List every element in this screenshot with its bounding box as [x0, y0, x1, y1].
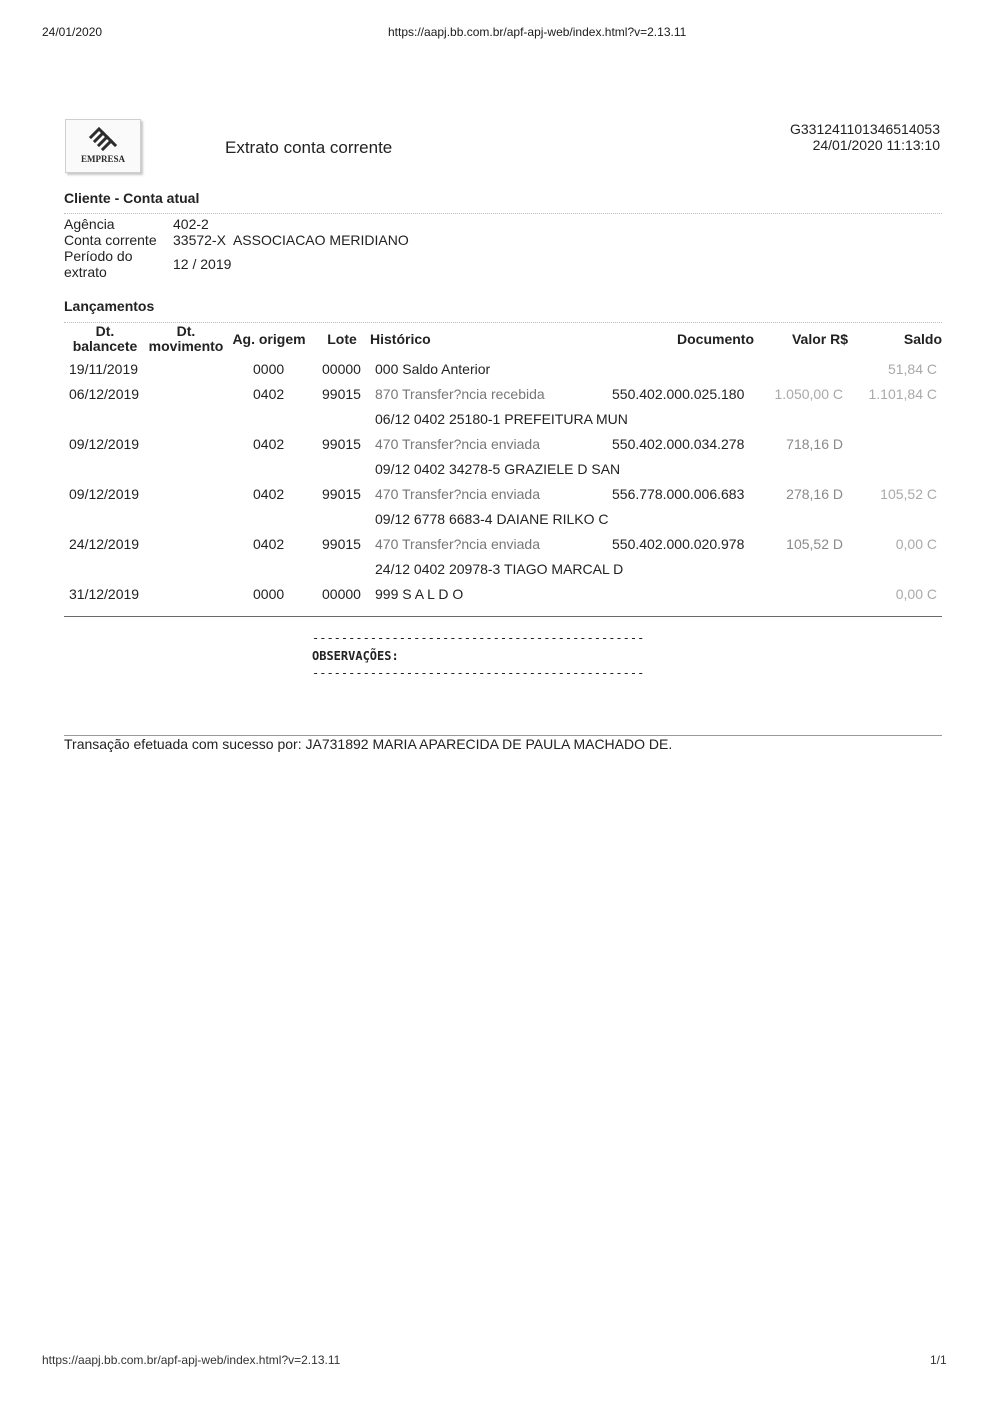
row-ag-origem: 0402: [253, 486, 285, 502]
periodo-label-line1: Período do: [64, 248, 133, 264]
conta-numero: 33572-X: [173, 232, 226, 248]
periodo-value: 12 / 2019: [173, 256, 232, 272]
conta-value: [173, 232, 409, 248]
row-saldo: 0,00 C: [895, 536, 937, 552]
row-valor: 105,52 D: [786, 536, 843, 552]
row-detalhe: 09/12 0402 34278-5 GRAZIELE D SAN: [375, 461, 621, 477]
agencia-label: Agência: [64, 216, 115, 232]
observacoes-bottom-dashes: ----------------------------------------------: [312, 666, 645, 680]
row-lote: 00000: [322, 586, 361, 602]
col-dt-balancete: [64, 324, 146, 354]
col-ag-origem: Ag. origem: [232, 331, 306, 347]
col-dt-movimento-line1: Dt.: [176, 323, 196, 339]
row-historico: 000 Saldo Anterior: [375, 361, 491, 377]
page-number: 1/1: [930, 1353, 947, 1367]
col-valor: Valor R$: [791, 331, 848, 347]
col-documento: Documento: [677, 331, 754, 347]
footer-url[interactable]: https://aapj.bb.com.br/apf-apj-web/index.html?v=2.13.11: [42, 1353, 341, 1367]
row-lote: 99015: [322, 536, 361, 552]
row-historico: 470 Transfer?ncia enviada: [375, 436, 540, 452]
cliente-divider: [64, 213, 942, 214]
row-dt-balancete: 24/12/2019: [69, 536, 140, 552]
col-dt-movimento: [145, 324, 227, 354]
bb-logo-icon: [87, 125, 119, 151]
page-title: Extrato conta corrente: [225, 138, 393, 157]
row-saldo: 1.101,84 C: [868, 386, 937, 402]
conta-nome: ASSOCIACAO MERIDIANO: [232, 232, 409, 248]
row-dt-balancete: 19/11/2019: [69, 361, 139, 377]
print-date: 24/01/2020: [42, 25, 103, 39]
row-saldo: 105,52 C: [880, 486, 937, 502]
row-lote: 99015: [322, 386, 361, 402]
row-lote: 00000: [322, 361, 361, 377]
col-lote: Lote: [327, 331, 357, 347]
row-valor: 278,16 D: [786, 486, 843, 502]
row-detalhe: 09/12 6778 6683-4 DAIANE RILKO C: [375, 511, 609, 527]
row-ag-origem: 0402: [253, 436, 285, 452]
row-historico: 999 S A L D O: [375, 586, 464, 602]
transaction-note: Transação efetuada com sucesso por: JA731892 MARIA APARECIDA DE PAULA MACHADO DE.: [64, 736, 673, 752]
observacoes-top-dashes: ----------------------------------------------: [312, 631, 645, 645]
document-timestamp: 24/01/2020 11:13:10: [812, 137, 940, 153]
row-saldo: 0,00 C: [895, 586, 937, 602]
row-documento: 550.402.000.020.978: [612, 536, 745, 552]
lancamentos-divider: [64, 322, 942, 323]
lancamentos-heading: Lançamentos: [64, 298, 155, 314]
row-valor: 1.050,00 C: [774, 386, 843, 402]
row-valor: 718,16 D: [786, 436, 843, 452]
row-detalhe: 06/12 0402 25180-1 PREFEITURA MUN: [375, 411, 628, 427]
bank-logo: [65, 119, 141, 173]
document-id: G331241101346514053: [789, 121, 940, 137]
col-dt-balancete-line1: Dt.: [95, 323, 115, 339]
row-lote: 99015: [322, 436, 361, 452]
agencia-value: 402-2: [173, 216, 209, 232]
conta-label: Conta corrente: [64, 232, 157, 248]
row-dt-balancete: 09/12/2019: [69, 436, 140, 452]
page-url[interactable]: https://aapj.bb.com.br/apf-apj-web/index.html?v=2.13.11: [388, 25, 687, 39]
row-ag-origem: 0000: [253, 586, 285, 602]
row-detalhe: 24/12 0402 20978-3 TIAGO MARCAL D: [375, 561, 624, 577]
row-saldo: 51,84 C: [887, 361, 937, 377]
row-ag-origem: 0000: [253, 361, 285, 377]
row-dt-balancete: 31/12/2019: [69, 586, 140, 602]
row-documento: 550.402.000.025.180: [612, 386, 745, 402]
row-historico: 470 Transfer?ncia enviada: [375, 536, 540, 552]
row-ag-origem: 0402: [253, 536, 285, 552]
document-id-block: [790, 121, 940, 153]
row-ag-origem: 0402: [253, 386, 285, 402]
row-lote: 99015: [322, 486, 361, 502]
col-dt-balancete-line2: balancete: [72, 338, 138, 354]
table-bottom-rule: [64, 616, 942, 617]
row-documento: 556.778.000.006.683: [612, 486, 745, 502]
cliente-heading: Cliente - Conta atual: [64, 190, 200, 206]
logo-text: EMPRESA: [80, 154, 125, 164]
row-dt-balancete: 09/12/2019: [69, 486, 140, 502]
row-dt-balancete: 06/12/2019: [69, 386, 140, 402]
row-documento: 550.402.000.034.278: [612, 436, 745, 452]
cliente-info: [64, 216, 664, 286]
col-historico: Histórico: [370, 331, 431, 347]
col-dt-movimento-line2: movimento: [148, 338, 224, 354]
col-saldo: Saldo: [903, 331, 942, 347]
row-historico: 870 Transfer?ncia recebida: [375, 386, 545, 402]
periodo-label: [64, 248, 174, 280]
observacoes-label: OBSERVAÇÕES:: [312, 649, 399, 663]
periodo-label-line2: extrato: [64, 264, 107, 280]
row-historico: 470 Transfer?ncia enviada: [375, 486, 540, 502]
